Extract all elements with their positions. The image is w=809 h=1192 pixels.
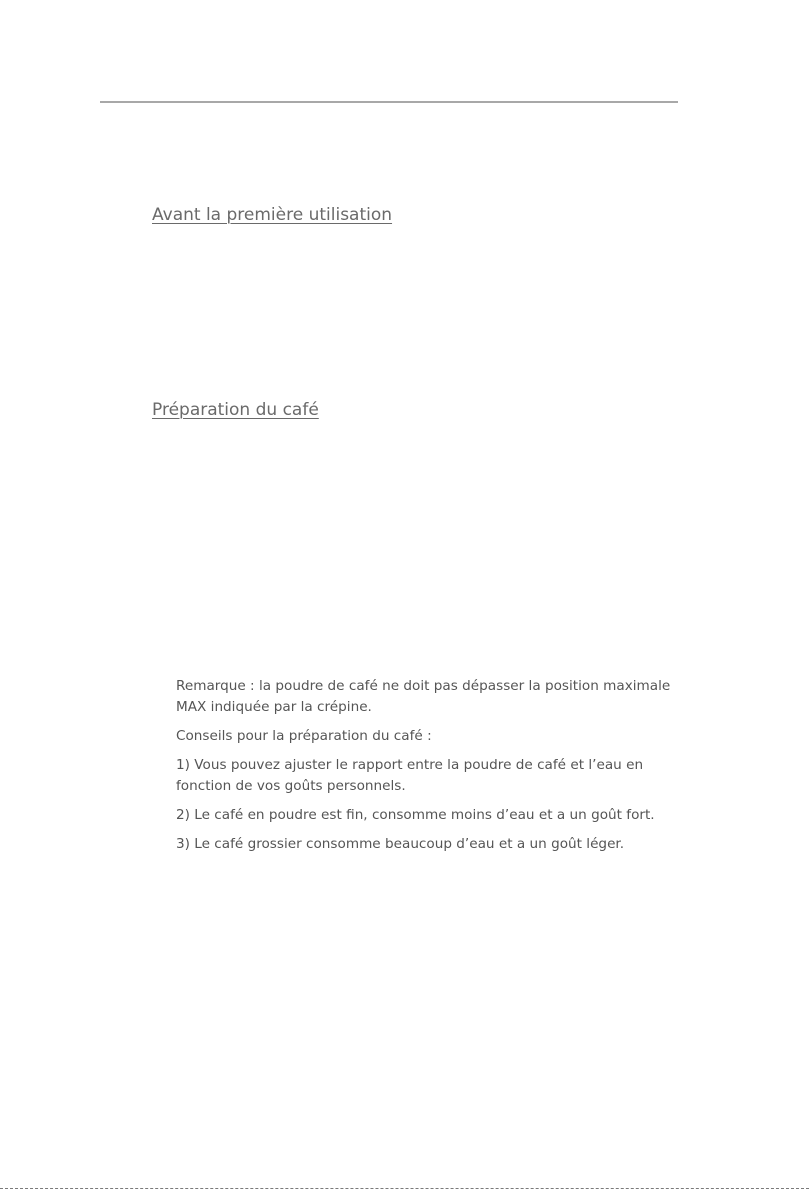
section-title-coffee-preparation: Préparation du café	[152, 400, 319, 420]
page-bottom-edge	[0, 1188, 809, 1192]
tip-item-1: 1) Vous pouvez ajuster le rapport entre la poudre de café et l’eau en fonction de vos goûts personnels.	[176, 757, 644, 794]
tip-item-3: 3) Le café grossier consomme beaucoup d’eau et a un goût léger.	[176, 836, 625, 852]
header-divider	[100, 101, 678, 103]
section-title-first-use: Avant la première utilisation	[152, 205, 393, 225]
remark-text: Remarque : la poudre de café ne doit pas dépasser la position maximale MAX indiquée par la crépine.	[176, 678, 671, 715]
notes-block	[176, 676, 682, 863]
tips-heading: Conseils pour la préparation du café :	[176, 728, 432, 744]
tip-item-2: 2) Le café en poudre est fin, consomme moins d’eau et a un goût fort.	[176, 807, 655, 823]
